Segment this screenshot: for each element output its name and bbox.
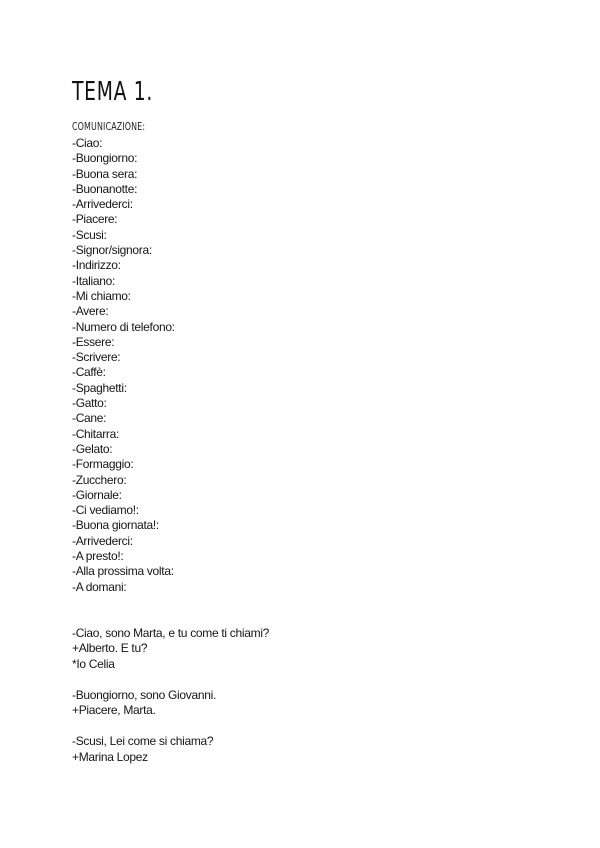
vocab-item: -Essere: — [72, 334, 115, 349]
vocab-item: -Gelato: — [72, 441, 113, 456]
dialogues-section — [72, 626, 269, 781]
vocab-item: -Ci vediamo!: — [72, 503, 139, 518]
dialogue-line: -Ciao, sono Marta, e tu come ti chiami? — [72, 626, 270, 640]
vocab-item: -A presto!: — [72, 549, 124, 564]
vocab-item: -Caffè: — [72, 365, 106, 380]
vocab-item: -Giornale: — [72, 487, 122, 502]
vocab-item: -Buonanotte: — [72, 181, 138, 196]
vocab-item: -Italiano: — [72, 273, 116, 288]
vocab-item: -Formaggio: — [72, 457, 134, 472]
page-title: TEMA 1. — [72, 77, 154, 107]
vocab-item: -Zucchero: — [72, 472, 127, 487]
dialogue-block — [72, 734, 269, 765]
dialogue-line: +Alberto. E tu? — [72, 641, 148, 656]
vocab-item: -Scrivere: — [72, 350, 121, 365]
vocab-item: -Signor/signora: — [72, 243, 152, 258]
vocab-item: -Gatto: — [72, 396, 107, 411]
vocab-item: -Buona giornata!: — [72, 518, 159, 533]
vocab-item: -Arrivederci: — [72, 197, 133, 212]
vocab-item: -Spaghetti: — [72, 380, 127, 395]
vocab-item: -A domani: — [72, 579, 127, 594]
vocab-item: -Arrivederci: — [72, 533, 133, 548]
dialogue-line: *Io Celia — [72, 656, 115, 671]
dialogue-line: +Piacere, Marta. — [72, 703, 156, 718]
vocab-item: -Indirizzo: — [72, 258, 121, 273]
vocab-item: -Ciao: — [72, 136, 103, 150]
vocab-item: -Scusi: — [72, 227, 107, 242]
vocab-item: -Avere: — [72, 304, 109, 319]
vocab-item: -Piacere: — [72, 212, 118, 227]
vocab-item: -Cane: — [72, 411, 107, 426]
vocab-item: -Mi chiamo: — [72, 288, 131, 303]
dialogue-line: -Scusi, Lei come si chiama? — [72, 734, 214, 749]
dialogue-line: +Marina Lopez — [72, 749, 148, 764]
dialogue-line: -Buongiorno, sono Giovanni. — [72, 687, 216, 702]
vocab-item: -Chitarra: — [72, 426, 120, 441]
vocab-item: -Buongiorno: — [72, 151, 138, 166]
dialogue-block — [72, 626, 269, 672]
dialogue-block — [72, 688, 269, 719]
vocab-item: -Numero di telefono: — [72, 319, 175, 334]
vocabulary-list — [72, 136, 175, 595]
vocab-item: -Alla prossima volta: — [72, 564, 174, 579]
section-heading: COMUNICAZIONE: — [72, 120, 146, 133]
vocab-item: -Buona sera: — [72, 166, 138, 181]
